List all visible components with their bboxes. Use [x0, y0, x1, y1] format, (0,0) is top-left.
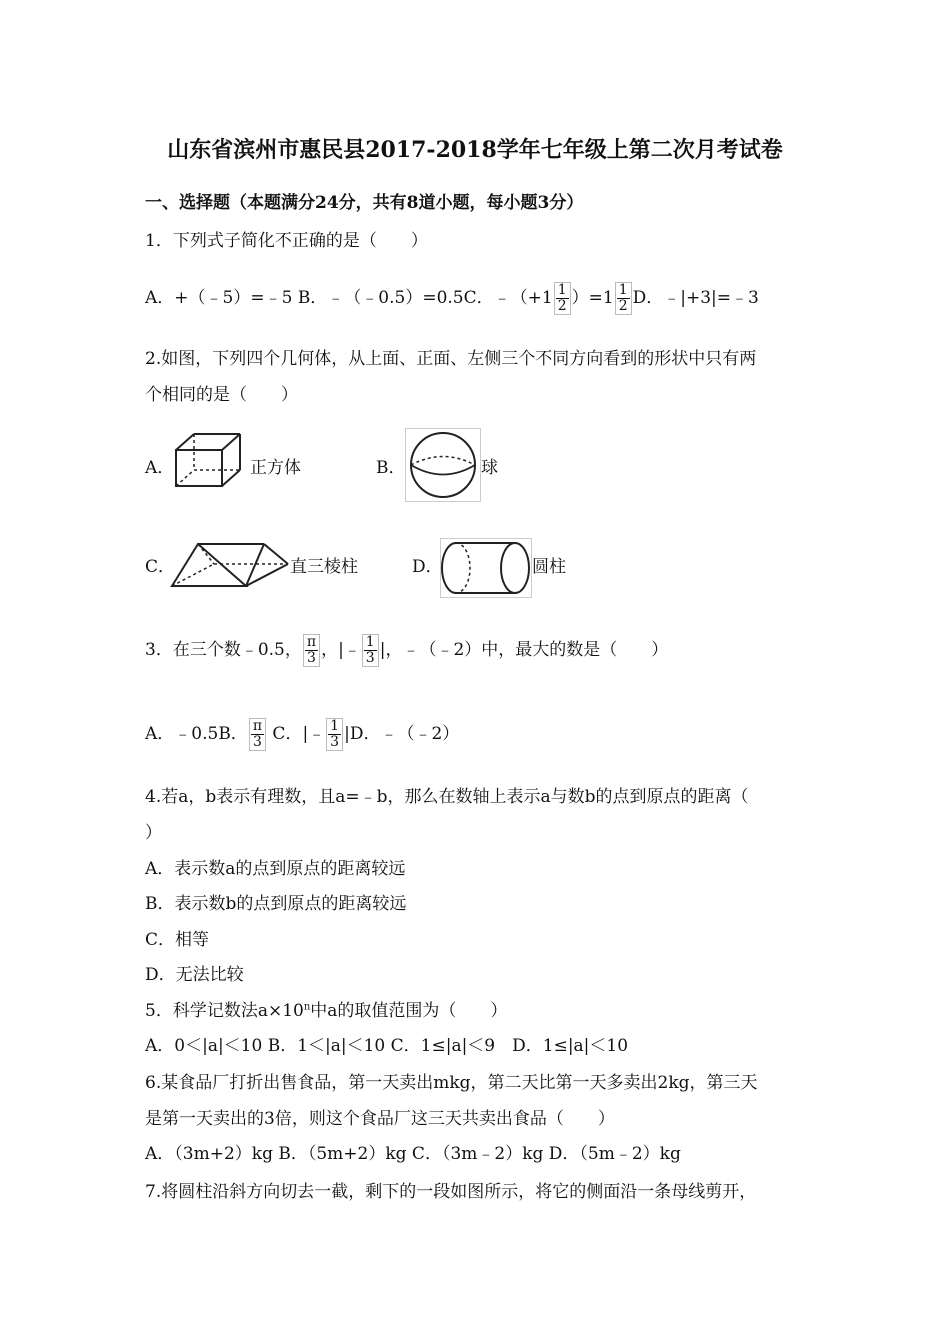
fraction-half: $\frac{1}{2}$ — [554, 282, 571, 315]
fraction-pi-over-3: $\frac{\pi}{3}$ — [303, 634, 320, 667]
q3-option-a: A．﹣0.5 — [145, 724, 219, 744]
q5-options: A．0＜|a|＜10 B．1＜|a|＜10 C．1≤|a|＜9 D．1≤|a|＜10 — [145, 1036, 629, 1056]
q1-option-c-pre: C．﹣（+1 — [463, 288, 553, 308]
question-1-options — [145, 282, 759, 315]
q1-option-b: B．﹣（﹣0.5）=0.5 — [297, 288, 464, 308]
question-3-stem — [145, 634, 668, 667]
q4-option-b: B．表示数b的点到原点的距离较远 — [145, 894, 407, 914]
q3-abs-close: | — [379, 640, 386, 660]
cube-figure — [170, 430, 250, 490]
question-1-stem: 1．下列式子简化不正确的是（ ） — [145, 231, 428, 251]
q2-option-b-label: 球 — [481, 458, 498, 478]
cylinder-figure — [440, 538, 532, 598]
question-4-stem-line1: 4.若a，b表示有理数，且a=﹣b，那么在数轴上表示a与数b的点到原点的距离（ — [145, 787, 749, 807]
q1-option-c-mid: ）=1 — [571, 288, 614, 308]
q3-option-b: B． — [218, 724, 248, 744]
q3-abs-close: | — [344, 724, 350, 744]
q6-options: A．（3m+2）kg B．（5m+2）kg C．（3m﹣2）kg D．（5m﹣2）kg — [145, 1144, 681, 1164]
fraction-one-third: $\frac{1}{3}$ — [362, 634, 379, 667]
question-5-stem — [145, 996, 507, 1021]
question-3-options — [145, 718, 459, 751]
triangular-prism-figure — [168, 536, 290, 592]
question-4-stem-line2: ） — [145, 823, 162, 843]
q5-exponent: n — [303, 1001, 311, 1013]
q4-option-a: A．表示数a的点到原点的距离较远 — [145, 859, 406, 879]
q3-option-c: C． — [272, 724, 303, 744]
fraction-one-third: $\frac{1}{3}$ — [326, 718, 343, 751]
question-6-stem-line2: 是第一天卖出的3倍，则这个食品厂这三天共卖出食品（ ） — [145, 1109, 615, 1129]
question-2-stem-line1: 2.如图，下列四个几何体，从上面、正面、左侧三个不同方向看到的形状中只有两 — [145, 349, 757, 369]
q2-option-d-label: 圆柱 — [532, 557, 566, 577]
q3-stem-post: ，﹣（﹣2）中，最大的数是（ ） — [385, 640, 669, 660]
q3-option-d: D．﹣（﹣2） — [349, 724, 460, 744]
q2-option-a-label: 正方体 — [250, 458, 301, 478]
q2-option-b-letter: B． — [376, 458, 406, 478]
question-2-stem-line2: 个相同的是（ ） — [145, 385, 298, 405]
q1-option-a: A．+（﹣5）=﹣5 — [145, 288, 293, 308]
q3-comma: ， — [321, 640, 339, 660]
sphere-figure — [405, 428, 481, 502]
question-7-stem-line1: 7.将圆柱沿斜方向切去一截，剩下的一段如图所示，将它的侧面沿一条母线剪开， — [145, 1182, 757, 1202]
fraction-pi-over-3: $\frac{\pi}{3}$ — [249, 718, 266, 751]
q3-abs-open: |﹣ — [302, 724, 326, 744]
q5-stem-pre: 5．科学记数法a×10 — [145, 1001, 304, 1021]
fraction-half: $\frac{1}{2}$ — [615, 282, 632, 315]
section-heading: 一、选择题（本题满分24分，共有8道小题，每小题3分） — [145, 193, 584, 213]
question-6-stem-line1: 6.某食品厂打折出售食品，第一天卖出mkg，第二天比第一天多卖出2kg，第三天 — [145, 1073, 758, 1093]
q2-option-c-letter: C． — [145, 557, 176, 577]
q2-option-c-label: 直三棱柱 — [290, 557, 358, 577]
q1-option-d: D．﹣|+3|=﹣3 — [632, 288, 759, 308]
q3-abs-open: |﹣ — [338, 640, 361, 660]
q2-option-a-letter: A． — [145, 458, 175, 478]
q3-stem-pre: 3．在三个数﹣0.5， — [145, 640, 302, 660]
page-title: 山东省滨州市惠民县2017-2018学年七年级上第二次月考试卷 — [167, 137, 783, 163]
q2-option-d-letter: D． — [412, 557, 443, 577]
q5-stem-post: 中a的取值范围为（ ） — [310, 1001, 508, 1021]
q4-option-c: C．相等 — [145, 930, 210, 950]
q4-option-d: D．无法比较 — [145, 965, 244, 985]
